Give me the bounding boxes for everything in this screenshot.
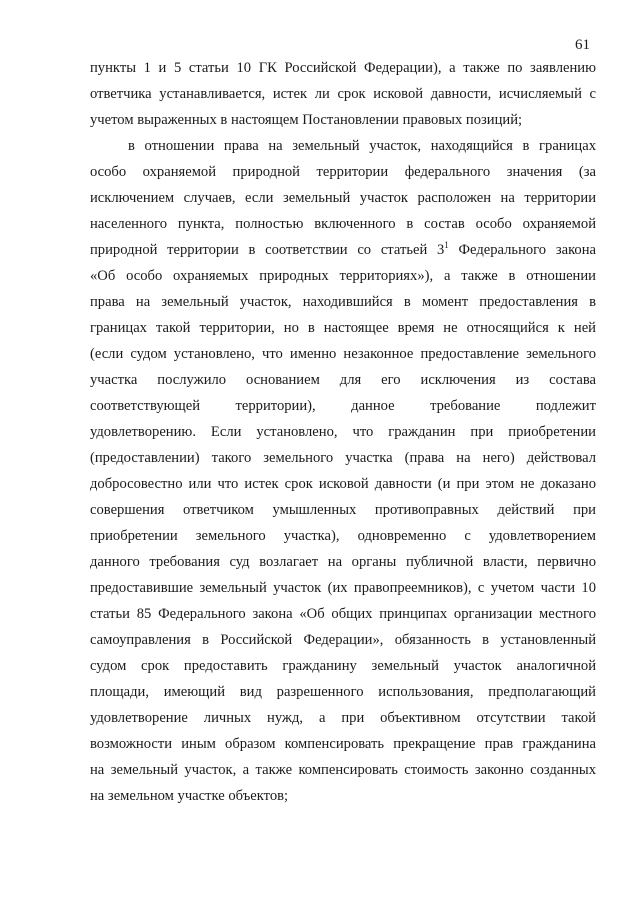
text-line: судом срок предоставить гражданину земельный участок аналогичной [90, 658, 596, 674]
text-line: права на земельный участок, находившийся в момент предоставления в [90, 294, 596, 310]
text-line: статьи 85 Федерального закона «Об общих принципах организации местного [90, 606, 596, 622]
paragraph-2 [90, 133, 596, 809]
text-line: удовлетворению. Если установлено, что гражданин при приобретении [90, 424, 596, 440]
text-line: на земельный участок, а также компенсировать стоимость законно созданных [90, 762, 596, 778]
text-line: (предоставлении) такого земельного участка (права на него) действовал [90, 450, 596, 466]
text-line: пункты 1 и 5 статьи 10 ГК Российской Федерации), а также по заявлению [90, 60, 596, 76]
text-line: в отношении права на земельный участок, находящийся в границах [128, 138, 596, 154]
text-line: особо охраняемой природной территории федерального значения (за [90, 164, 596, 180]
text-line-with-footnote [90, 237, 596, 263]
text-segment: Федерального закона [448, 242, 596, 258]
text-line: населенного пункта, полностью включенного в состав особо охраняемой [90, 216, 596, 232]
text-line: исключением случаев, если земельный участок расположен на территории [90, 190, 596, 206]
text-line: площади, имеющий вид разрешенного использования, предполагающий [90, 684, 596, 700]
text-line: на земельном участке объектов; [90, 788, 289, 804]
superscript-number: 1 [444, 240, 449, 250]
text-line: границах такой территории, но в настоящее время не относящийся к ней [90, 320, 596, 336]
text-line: данного требования суд возлагает на органы публичной власти, первично [90, 554, 596, 570]
text-line: ответчика устанавливается, истек ли срок исковой давности, исчисляемый с [90, 86, 596, 102]
text-line: самоуправления в Российской Федерации», обязанность в установленный [90, 632, 596, 648]
text-line: приобретении земельного участка), одновременно с удовлетворением [90, 528, 596, 544]
document-body [90, 55, 596, 809]
text-line: участка послужило основанием для его исключения из состава [90, 372, 596, 388]
text-segment: природной территории в соответствии со статьей 3 [90, 242, 445, 258]
page-number: 61 [575, 37, 590, 53]
text-line: совершения ответчиком умышленных противоправных действий при [90, 502, 596, 518]
text-line: (если судом установлено, что именно незаконное предоставление земельного [90, 346, 596, 362]
text-line: добросовестно или что истек срок исковой давности (и при этом не доказано [90, 476, 596, 492]
text-line: учетом выраженных в настоящем Постановлении правовых позиций; [90, 112, 523, 128]
paragraph-1 [90, 55, 596, 133]
text-line: «Об особо охраняемых природных территориях»), а также в отношении [90, 268, 596, 284]
text-line: предоставившие земельный участок (их правопреемников), с учетом части 10 [90, 580, 596, 596]
text-line: удовлетворение личных нужд, а при объективном отсутствии такой [90, 710, 596, 726]
text-line: возможности иным образом компенсировать прекращение прав гражданина [90, 736, 596, 752]
text-line: соответствующей территории), данное требование подлежит [90, 398, 596, 414]
